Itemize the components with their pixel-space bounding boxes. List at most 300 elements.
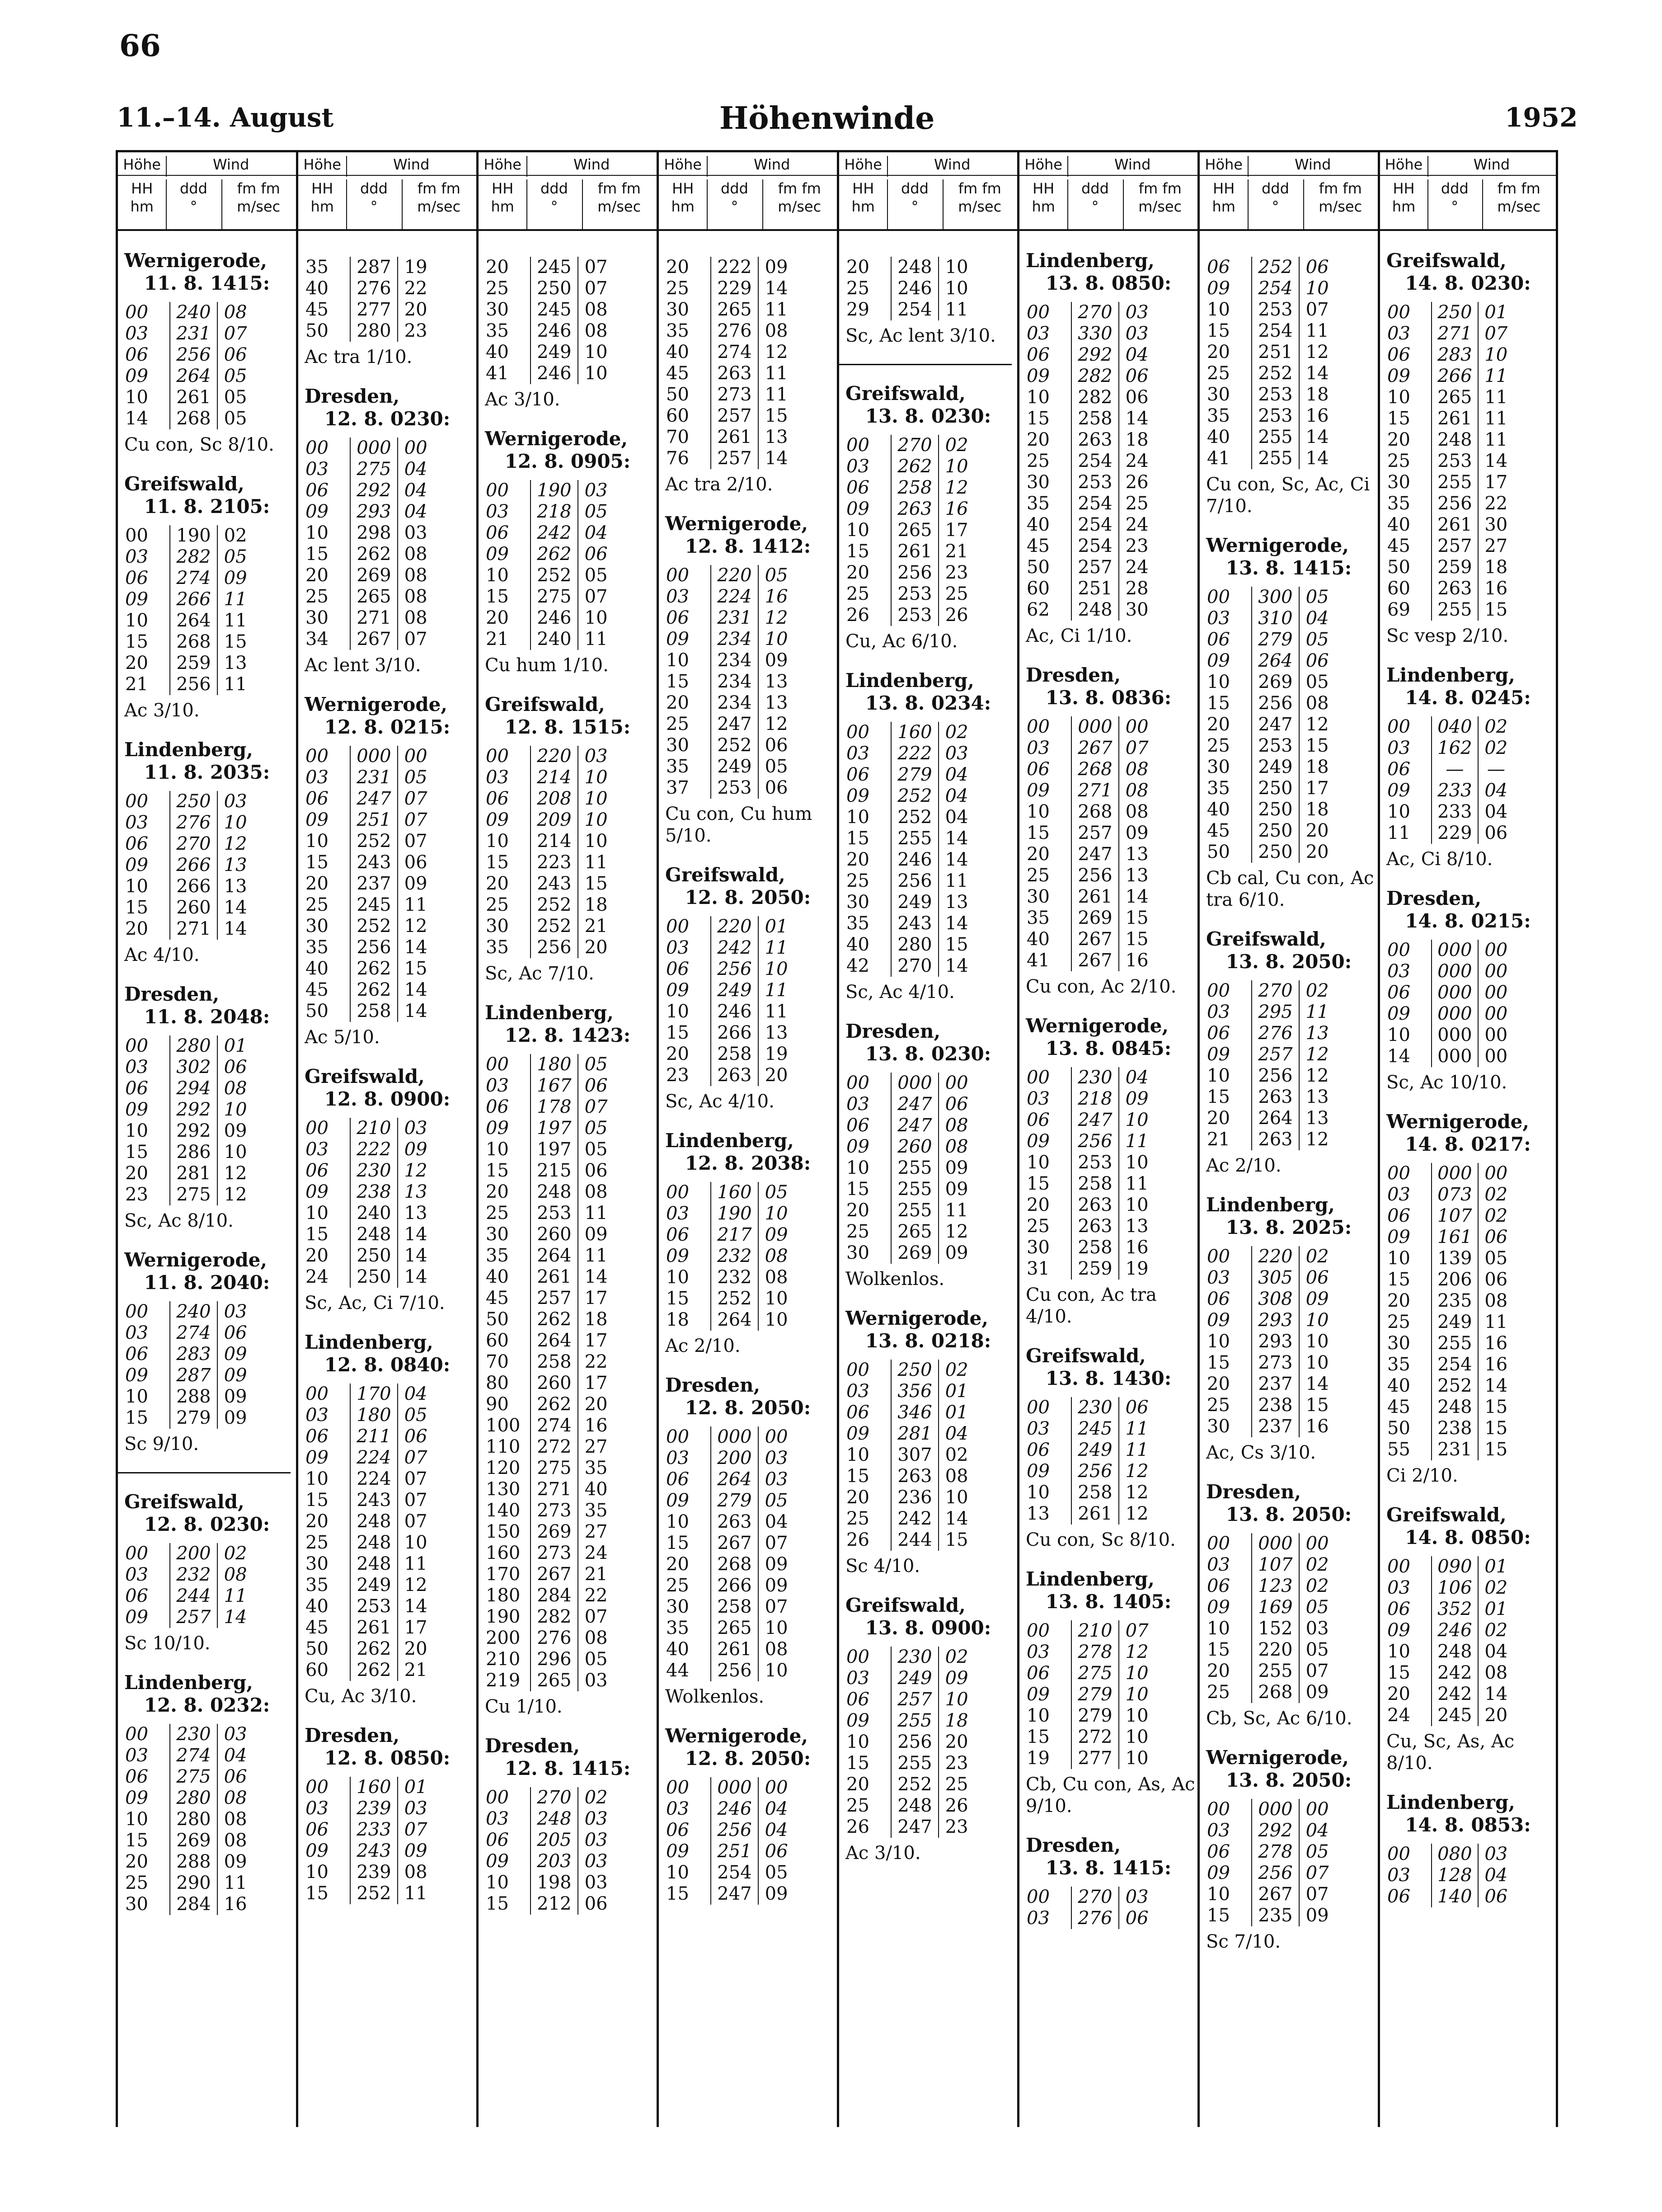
table-row [479,1160,657,1181]
table-row [1200,1108,1378,1129]
speed-cell: 04 [945,764,968,785]
direction-cell: 280 [350,320,398,342]
height-cell: 45 [305,299,329,320]
observation-datetime: 12. 8. 1423: [504,1024,631,1046]
table-row [298,1798,476,1819]
observation-block [839,382,1017,652]
header-row-units [1200,179,1378,229]
height-cell: 15 [486,586,509,607]
height-cell: 03 [305,1798,329,1819]
direction-cell: 249 [1251,757,1299,778]
table-row [1200,1310,1378,1331]
speed-cell: 10 [224,1099,247,1120]
height-cell: 09 [125,1788,148,1808]
height-cell: 21 [1207,1129,1230,1150]
table-row [1019,1684,1197,1705]
direction-cell: 248 [1431,1397,1479,1418]
direction-cell: 275 [169,1184,217,1205]
table-row [839,1094,1017,1115]
direction-cell: 254 [891,299,939,320]
table-row [659,1182,837,1203]
speed-cell: 13 [404,1203,427,1224]
table-row [1019,429,1197,451]
direction-cell: 248 [530,1808,578,1830]
table-row [1019,780,1197,801]
direction-cell: 252 [530,894,578,916]
height-cell: 20 [1207,714,1230,735]
table-row [118,1830,296,1851]
speed-cell: 13 [765,427,788,447]
observation-datetime: 13. 8. 2050: [1225,1503,1352,1525]
station-column [116,150,296,2127]
table-row [1380,1375,1556,1397]
header-fm [582,179,657,229]
speed-cell: 05 [584,1649,608,1670]
height-cell: 15 [846,1466,869,1487]
header-degree-unit: ° [550,198,558,215]
direction-cell: 275 [350,459,398,480]
table-row [479,1351,657,1373]
speed-cell: 11 [945,299,968,320]
speed-cell: 14 [765,448,788,469]
station-name: Dresden, [665,1374,761,1396]
header-msec-unit: m/sec [1138,198,1182,215]
table-row [1200,1374,1378,1395]
speed-cell: 02 [1305,980,1329,1001]
table-row [1019,929,1197,950]
speed-cell: 09 [224,568,247,588]
table-row [659,427,837,448]
height-cell: 35 [666,1618,689,1638]
direction-cell: 250 [1251,799,1299,820]
direction-cell: 224 [350,1468,398,1490]
speed-cell: 02 [945,1445,968,1465]
direction-cell: 234 [710,650,758,671]
height-cell: 03 [1207,1820,1230,1841]
height-cell: 15 [666,1022,689,1043]
speed-cell: 03 [1125,302,1149,323]
speed-cell: 09 [224,1386,247,1407]
table-row [1380,323,1556,344]
station-name: Greifswald, [1206,928,1326,950]
speed-cell: 11 [1484,1312,1508,1332]
speed-cell: 06 [404,1426,427,1447]
speed-cell: 18 [584,894,608,915]
speed-cell: 10 [945,257,968,278]
table-row [118,1607,296,1628]
table-row [1019,865,1197,886]
height-cell: 15 [305,1490,329,1511]
speed-cell: 08 [224,1564,247,1585]
height-cell: 09 [1027,1461,1050,1482]
height-cell: 45 [666,363,689,384]
height-cell: 10 [1207,672,1230,692]
speed-cell: 21 [945,541,968,562]
header-fm [1482,179,1556,229]
height-cell: 35 [1027,908,1050,928]
speed-cell: 08 [224,1830,247,1851]
height-cell: 09 [1387,1003,1410,1024]
observation-block [298,257,476,368]
speed-cell: 14 [584,1266,608,1287]
height-cell: 03 [305,459,329,480]
direction-cell: 262 [891,456,939,477]
table-row [839,1242,1017,1264]
direction-cell: 270 [1071,302,1119,323]
speed-cell: 12 [1305,342,1329,362]
speed-cell: 25 [945,584,968,604]
observation-datetime: 13. 8. 0850: [1045,272,1172,294]
header-fm [1303,179,1378,229]
table-row [1380,823,1556,844]
height-cell: 21 [486,629,509,649]
direction-cell: 271 [1071,780,1119,801]
height-cell: 06 [305,788,329,809]
height-cell: 15 [1207,1905,1230,1926]
direction-cell: 239 [350,1862,398,1883]
table-row [1200,1905,1378,1926]
speed-cell: 08 [404,607,427,628]
direction-cell: 275 [530,586,578,607]
height-cell: 09 [486,1118,509,1139]
direction-cell: 255 [891,1158,939,1179]
speed-cell: 15 [1125,908,1149,928]
table-row [659,278,837,299]
height-cell: 06 [125,1078,148,1099]
observation-datetime: 12. 8. 0232: [144,1694,270,1716]
height-cell: 60 [486,1330,509,1351]
table-row [1380,1354,1556,1375]
direction-cell: 251 [710,1841,758,1862]
height-cell: 30 [305,1553,329,1574]
direction-cell: 247 [1071,1110,1119,1131]
height-cell: 00 [125,525,148,546]
table-row [659,1575,837,1596]
station-name: Greifswald, [124,1491,244,1513]
wind-table [479,746,657,958]
speed-cell: 07 [765,1533,788,1553]
table-row [298,1139,476,1160]
direction-cell: 265 [891,1221,939,1242]
speed-cell: 16 [1484,578,1508,599]
observation-block [659,1725,837,1905]
table-row [1380,536,1556,557]
direction-cell: 292 [1071,344,1119,366]
header-hh-label: HH [492,180,514,197]
direction-cell: 255 [1431,1333,1479,1354]
table-row [1019,323,1197,344]
height-cell: 30 [1207,1416,1230,1437]
direction-cell: 231 [169,323,217,344]
height-cell: 00 [666,916,689,937]
table-row [298,565,476,586]
direction-cell: 000 [1431,1025,1479,1046]
table-row [298,1883,476,1904]
direction-cell: 250 [530,278,578,299]
direction-cell: 262 [530,544,578,565]
height-cell: 50 [305,1638,329,1659]
direction-cell: 214 [530,767,578,788]
table-row [839,477,1017,499]
speed-cell: 14 [1484,1375,1508,1396]
header-ddd [346,179,402,229]
table-row [659,1246,837,1267]
table-row [298,1468,476,1490]
direction-cell: 265 [530,1670,578,1691]
station-name: Wernigerode, [665,513,808,535]
speed-cell: 00 [1484,1003,1508,1024]
table-row [118,918,296,940]
height-cell: 09 [666,1841,689,1862]
table-row [1019,451,1197,472]
speed-cell: 27 [584,1436,608,1457]
height-cell: 09 [666,1490,689,1511]
speed-cell: 09 [1125,823,1149,843]
speed-cell: 06 [584,1893,608,1914]
height-cell: 06 [846,1402,869,1423]
speed-cell: 10 [1125,1110,1149,1130]
table-row [118,674,296,695]
height-cell: 25 [1387,1312,1410,1332]
station-name: Lindenberg, [1386,1791,1515,1813]
table-row [1200,1884,1378,1905]
height-cell: 03 [846,1381,869,1402]
speed-cell: 08 [945,1136,968,1157]
table-row [1019,1237,1197,1258]
height-cell: 09 [125,1365,148,1386]
speed-cell: 13 [1125,865,1149,886]
table-row [479,1309,657,1330]
cloud-remark: Ac 3/10. [845,1843,921,1864]
table-row [479,1479,657,1500]
table-row [1200,1246,1378,1267]
station-column [1378,150,1558,2127]
wind-table [839,1647,1017,1838]
height-cell: 35 [305,257,329,278]
speed-cell: 14 [945,828,968,849]
table-row [659,1203,837,1224]
speed-cell: 23 [945,562,968,583]
height-cell: 45 [1387,1397,1410,1417]
height-cell: 09 [846,786,869,806]
table-row [1380,1227,1556,1248]
observation-datetime: 12. 8. 2050: [685,1747,811,1770]
height-cell: 09 [846,499,869,519]
direction-cell: 310 [1251,608,1299,629]
header-hoehe: Höhe [298,156,347,177]
direction-cell: 267 [1071,738,1119,759]
height-cell: 10 [1027,387,1050,408]
direction-cell: 263 [891,499,939,520]
table-row [298,1511,476,1532]
height-cell: 03 [846,743,869,764]
direction-cell: 264 [1251,1108,1299,1129]
direction-cell: 256 [350,937,398,958]
direction-cell: 265 [891,520,939,541]
height-cell: 11 [1387,823,1410,843]
table-row [479,320,657,342]
table-row [1019,1195,1197,1216]
speed-cell: 21 [584,916,608,937]
station-name: Wernigerode, [124,249,268,272]
speed-cell: 15 [584,873,608,894]
header-msec-unit: m/sec [597,198,641,215]
table-row [839,913,1017,934]
direction-cell: 232 [710,1246,758,1267]
direction-cell: 253 [1071,1152,1119,1173]
observation-block [118,473,296,721]
table-row [479,1415,657,1436]
direction-cell: 214 [530,831,578,852]
direction-cell: 246 [530,607,578,629]
table-row [1380,1844,1556,1865]
table-row [839,764,1017,786]
table-row [659,1022,837,1044]
table-row [118,610,296,631]
height-cell: 25 [666,1575,689,1596]
direction-cell: 249 [891,1668,939,1689]
observation-datetime: 11. 8. 2105: [144,495,270,518]
header-hh [1380,179,1428,229]
height-cell: 09 [1387,1227,1410,1247]
table-row [298,299,476,320]
height-cell: 62 [1027,599,1050,620]
observation-datetime: 12. 8. 2050: [685,1397,811,1419]
observation-block [1380,887,1556,1093]
table-row [479,1054,657,1075]
height-cell: 60 [1027,578,1050,599]
speed-cell: 07 [584,257,608,278]
speed-cell: 02 [1305,1554,1329,1575]
table-row [1019,1088,1197,1110]
speed-cell: 07 [404,1819,427,1840]
table-row [298,1575,476,1596]
speed-cell: 14 [1484,1684,1508,1704]
speed-cell: 03 [224,1724,247,1745]
table-row [659,342,837,363]
direction-cell: 256 [710,959,758,980]
observation-block [118,983,296,1232]
table-row [298,1203,476,1224]
speed-cell: 15 [945,1530,968,1550]
direction-cell: 255 [891,1179,939,1200]
height-cell: 20 [846,257,869,278]
height-cell: 20 [846,1774,869,1795]
height-cell: 00 [486,480,509,501]
speed-cell: 05 [765,1490,788,1511]
table-row [298,1224,476,1245]
direction-cell: 262 [350,1638,398,1660]
table-row [118,1766,296,1788]
table-row [1019,886,1197,908]
direction-cell: 274 [710,342,758,363]
table-row [839,849,1017,871]
speed-cell: 04 [404,459,427,480]
table-row [839,892,1017,913]
table-row [1380,738,1556,759]
height-cell: 30 [1027,886,1050,907]
height-cell: 40 [666,342,689,362]
table-row [1200,1863,1378,1884]
observation-datetime: 12. 8. 0850: [324,1747,451,1769]
table-row [479,937,657,958]
speed-cell: 07 [1125,738,1149,758]
height-cell: 10 [666,650,689,671]
speed-cell: 11 [584,629,608,649]
height-cell: 35 [846,913,869,934]
height-cell: 200 [486,1628,521,1648]
observation-datetime: 12. 8. 1415: [504,1757,631,1779]
table-row [1200,757,1378,778]
direction-cell: 256 [1071,865,1119,886]
table-row [479,1543,657,1564]
direction-cell: 253 [891,605,939,626]
height-cell: 06 [1027,1440,1050,1460]
speed-cell: 05 [765,565,788,586]
speed-cell: 11 [1305,1002,1329,1022]
speed-cell: 05 [584,565,608,586]
direction-cell: 258 [1071,1237,1119,1258]
height-cell: 20 [1387,1684,1410,1704]
speed-cell: 00 [1484,961,1508,982]
direction-cell: 259 [169,653,217,674]
direction-cell: 250 [1251,778,1299,799]
height-cell: 20 [846,562,869,583]
cloud-remark: Sc, Ac lent 3/10. [845,325,996,346]
height-cell: 09 [1207,278,1230,299]
speed-cell: 04 [584,522,608,543]
height-cell: 00 [846,435,869,456]
speed-cell: 24 [1125,514,1149,535]
table-row [659,363,837,384]
table-row [1380,1556,1556,1577]
table-row [118,897,296,918]
height-cell: 25 [305,1532,329,1553]
height-cell: 30 [305,607,329,628]
direction-cell: 287 [169,1365,217,1386]
speed-cell: 23 [945,1753,968,1774]
direction-cell: 346 [891,1402,939,1423]
header-hh-label: HH [1213,180,1235,197]
height-cell: 15 [486,1893,509,1914]
speed-cell: 04 [945,1423,968,1444]
table-row [659,1798,837,1820]
height-cell: 76 [666,448,689,469]
direction-cell: 249 [1431,1312,1479,1333]
height-cell: 10 [666,1267,689,1288]
table-row [659,565,837,586]
direction-cell: 139 [1431,1248,1479,1269]
speed-cell: 12 [404,916,427,937]
table-row [1019,302,1197,323]
speed-cell: 16 [945,499,968,519]
speed-cell: 09 [765,1554,788,1575]
height-cell: 15 [305,544,329,565]
height-cell: 06 [1207,257,1230,278]
height-cell: 03 [486,501,509,522]
direction-cell: 258 [710,1596,758,1618]
height-cell: 25 [305,586,329,607]
height-cell: 35 [305,1575,329,1595]
height-cell: 03 [125,1745,148,1766]
direction-cell: 252 [891,786,939,807]
direction-cell: 255 [891,828,939,849]
direction-cell: 256 [1071,1131,1119,1152]
direction-cell: 269 [169,1830,217,1851]
observation-block [1380,1504,1556,1774]
table-row [839,520,1017,541]
speed-cell: 11 [1125,1173,1149,1194]
